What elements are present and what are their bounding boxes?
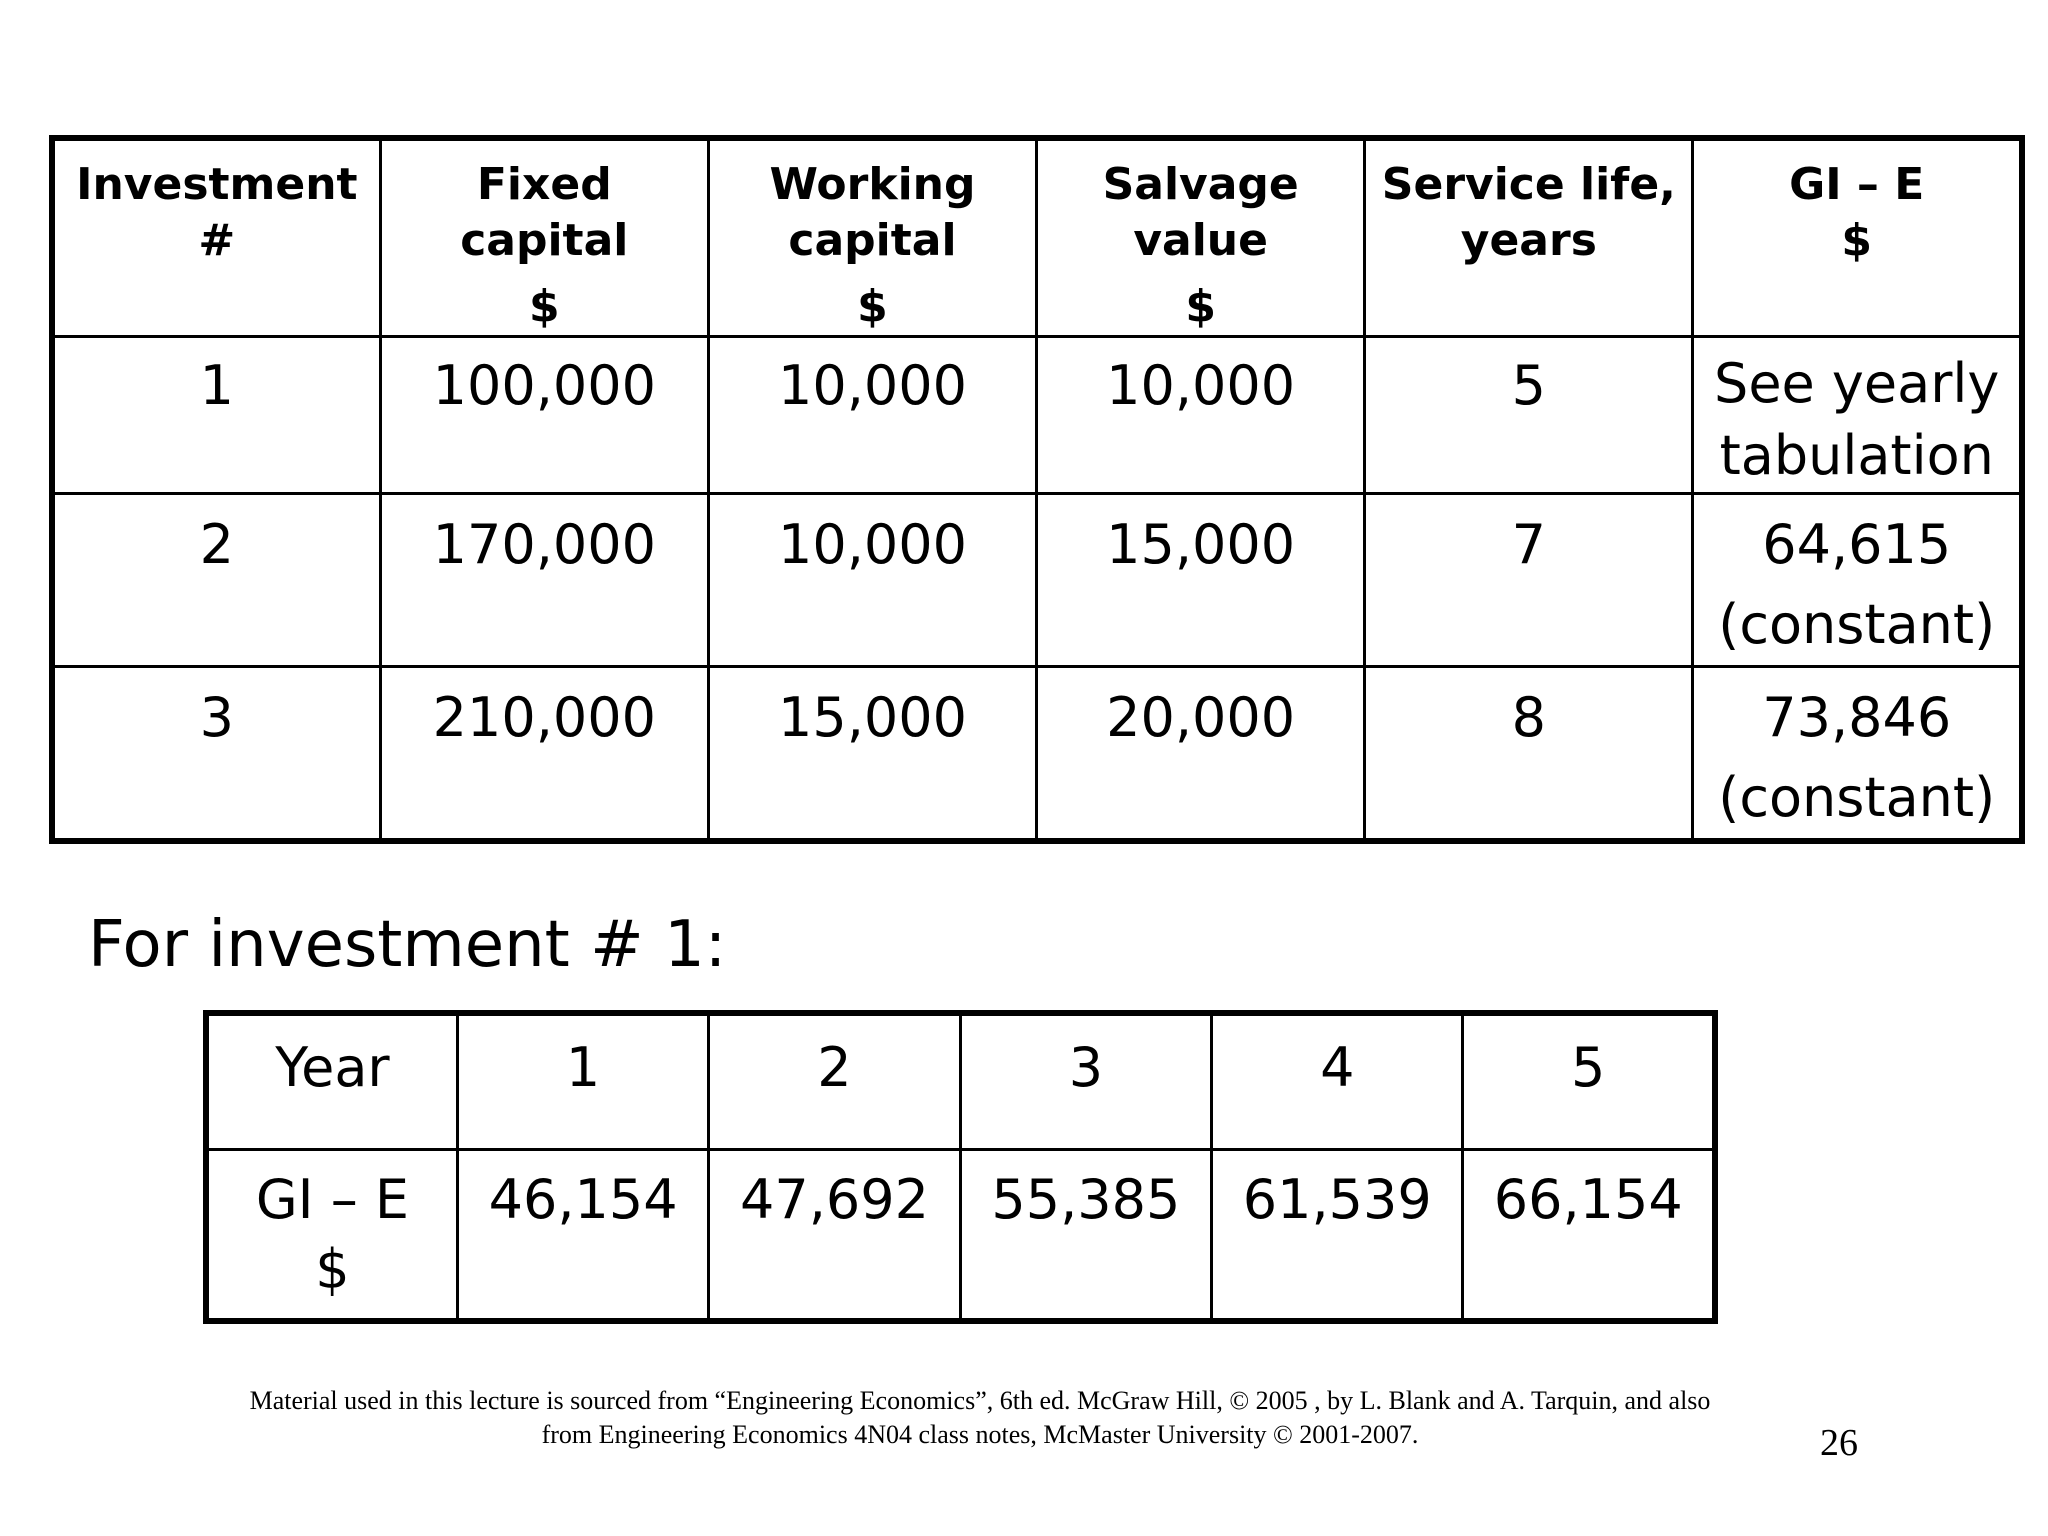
cell-working-capital: 10,000 [708, 337, 1036, 494]
cell-salvage-value: 15,000 [1037, 494, 1365, 667]
investment-table [49, 135, 2025, 844]
header-investment: Investment # [52, 138, 380, 337]
table-header-row [52, 138, 2022, 337]
header-working-capital: Working capital $ [708, 138, 1036, 337]
cell-investment: 1 [52, 337, 380, 494]
cell-working-capital: 15,000 [708, 667, 1036, 842]
year-label: Year [206, 1013, 457, 1149]
footer-line: from Engineering Economics 4N04 class notes, McMaster University © 2001-2007. [541, 1420, 1419, 1449]
cell-salvage-value: 20,000 [1037, 667, 1365, 842]
year-cell: 2 [709, 1013, 960, 1149]
gi-e-label: GI – E $ [206, 1149, 457, 1321]
cell-fixed-capital: 210,000 [380, 667, 708, 842]
cell-fixed-capital: 100,000 [380, 337, 708, 494]
gi-e-cell: 61,539 [1212, 1149, 1463, 1321]
cell-gi-e: 64,615 (constant) [1693, 494, 2022, 667]
cell-gi-e: 73,846 (constant) [1693, 667, 2022, 842]
cell-investment: 2 [52, 494, 380, 667]
cell-service-life: 8 [1365, 667, 1693, 842]
gi-e-cell: 46,154 [457, 1149, 708, 1321]
header-salvage-value: Salvage value $ [1037, 138, 1365, 337]
year-cell: 1 [457, 1013, 708, 1149]
year-row [206, 1013, 1715, 1149]
table-row [52, 667, 2022, 842]
header-gi-e: GI – E $ [1693, 138, 2022, 337]
table-row [52, 494, 2022, 667]
gi-e-row [206, 1149, 1715, 1321]
cell-salvage-value: 10,000 [1037, 337, 1365, 494]
yearly-tabulation-table [203, 1010, 1718, 1324]
cell-fixed-capital: 170,000 [380, 494, 708, 667]
gi-e-cell: 47,692 [709, 1149, 960, 1321]
year-cell: 3 [960, 1013, 1211, 1149]
cell-service-life: 5 [1365, 337, 1693, 494]
cell-gi-e: See yearly tabulation [1693, 337, 2022, 494]
gi-e-cell: 66,154 [1463, 1149, 1715, 1321]
year-cell: 4 [1212, 1013, 1463, 1149]
source-footer [130, 1384, 1830, 1452]
header-fixed-capital: Fixed capital $ [380, 138, 708, 337]
cell-investment: 3 [52, 667, 380, 842]
gi-e-cell: 55,385 [960, 1149, 1211, 1321]
section-subtitle: For investment # 1: [88, 908, 727, 982]
table-row [52, 337, 2022, 494]
cell-working-capital: 10,000 [708, 494, 1036, 667]
page-number: 26 [1820, 1422, 1858, 1464]
year-cell: 5 [1463, 1013, 1715, 1149]
footer-line: Material used in this lecture is sourced from “Engineering Economics”, 6th ed. McGraw Hill, © 2005 , by L. Blank and A. Tarquin, and also [249, 1386, 1711, 1415]
header-service-life: Service life, years [1365, 138, 1693, 337]
cell-service-life: 7 [1365, 494, 1693, 667]
